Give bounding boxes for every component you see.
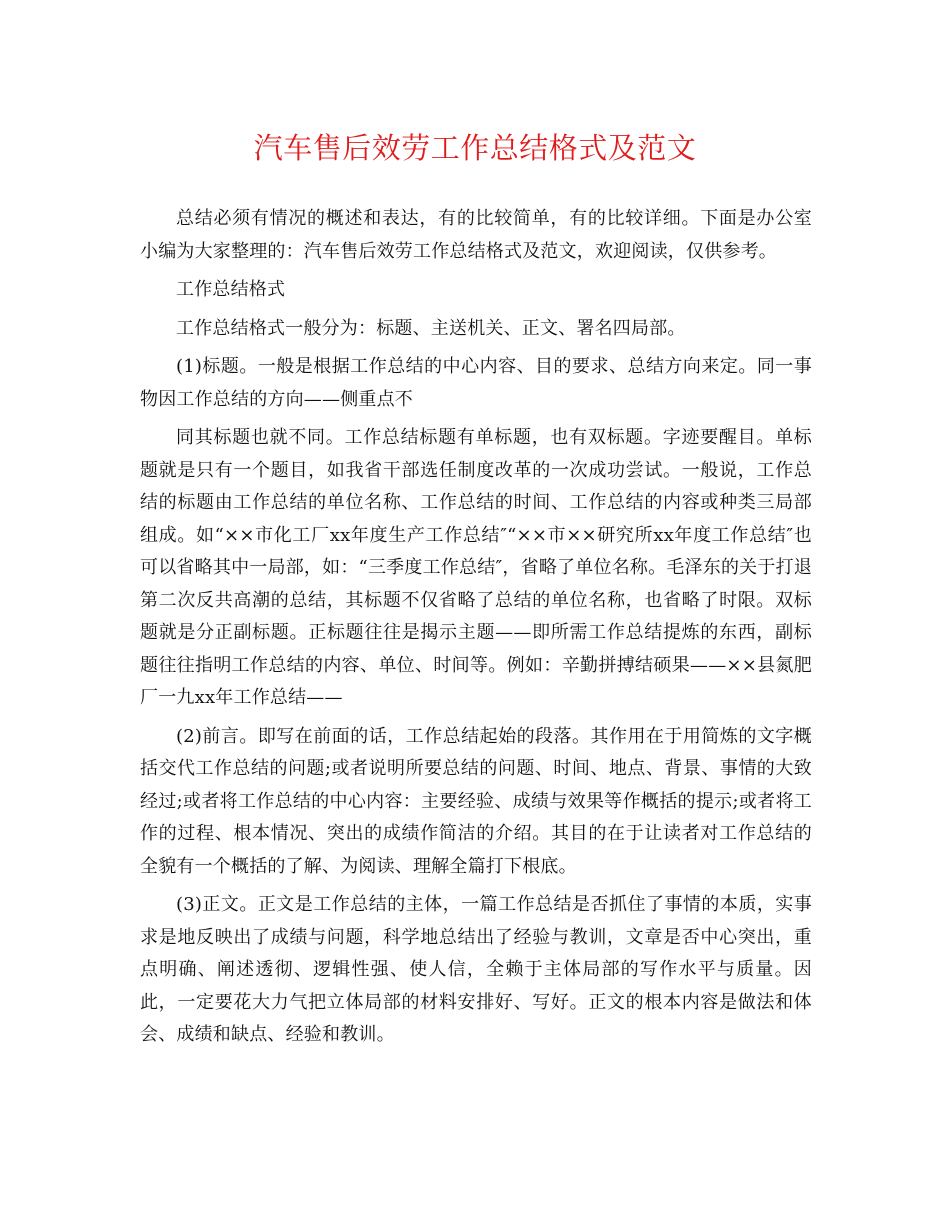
paragraph-title-details: 同其标题也就不同。工作总结标题有单标题，也有双标题。字迹要醒目。单标题就是只有一个题目，如我省干部选任制度改革的一次成功尝试。一般说，工作总结的标题由工作总结的单位名称、工作总结的时间、工作总结的内容或种类三局部组成。如“××市化工厂xx年度生产工作总结″“××市××研究所xx年度工作总结″也可以省略其中一局部，如：“三季度工作总结″，省略了单位名称。毛泽东的关于打退第二次反共高潮的总结，其标题不仅省略了总结的单位名称，也省略了时限。双标题就是分正副标题。正标题往往是揭示主题——即所需工作总结提炼的东西，副标题往往指明工作总结的内容、单位、时间等。例如：辛勤拼搏结硕果——××县氮肥厂一九xx年工作总结—— bbox=[140, 427, 812, 708]
paragraph-title-rule: (1)标题。一般是根据工作总结的中心内容、目的要求、总结方向来定。同一事物因工作总结的方向——侧重点不 bbox=[140, 356, 812, 410]
paragraph-intro: 总结必须有情况的概述和表达，有的比较简单，有的比较详细。下面是办公室小编为大家整理的：汽车售后效劳工作总结格式及范文，欢迎阅读，仅供参考。 bbox=[140, 208, 812, 262]
paragraph-format-parts: 工作总结格式一般分为：标题、主送机关、正文、署名四局部。 bbox=[176, 317, 686, 339]
paragraph-section-heading: 工作总结格式 bbox=[176, 279, 286, 300]
document-body bbox=[140, 203, 812, 1058]
paragraph-main-text: (3)正文。正文是工作总结的主体，一篇工作总结是否抓住了事情的本质，实事求是地反映出了成绩与问题，科学地总结出了经验与教训，文章是否中心突出，重点明确、阐述透彻、逻辑性强、使人信，全赖于主体局部的写作水平与质量。因此，一定要花大力气把立体局部的材料安排好、写好。正文的根本内容是做法和体会、成绩和缺点、经验和教训。 bbox=[140, 894, 812, 1045]
document-title: 汽车售后效劳工作总结格式及范文 bbox=[253, 131, 697, 165]
paragraph-preface: (2)前言。即写在前面的话，工作总结起始的段落。其作用在于用简炼的文字概括交代工作总结的问题;或者说明所要总结的问题、时间、地点、背景、事情的大致经过;或者将工作总结的中心内容：主要经验、成绩与效果等作概括的提示;或者将工作的过程、根本情况、突出的成绩作简洁的介绍。其目的在于让读者对工作总结的全貌有一个概括的了解、为阅读、理解全篇打下根底。 bbox=[140, 725, 812, 877]
